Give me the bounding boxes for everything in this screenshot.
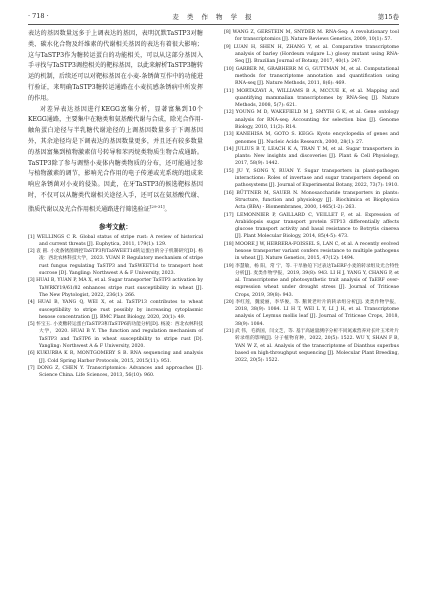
body-paragraph: 表达的基因数量远多于上调表达的基因，表明沉默TaSTP3对糖类、碳水化合物及纤维素的代谢相关基因的表达有着很大影响；这与TaSTP3作为糖转运蛋白的功能相关，可以从这部分基因入手寻找与TaSTP3调控相关的靶标基因，以此来解析TaSTP3糖转运的机制，后续还可以对靶标基因在小麦-条锈菌互作中的功能进行验证，来明确TaSTP3糖转运通路在小麦抗感条锈病中所发挥的作用。 (28, 30, 203, 102)
page-number: · 718 · (28, 12, 49, 20)
reference-list-left (28, 234, 203, 380)
reference-entry: [3] HUAI B, YUAN P, MA X, et al. Sugar transporter TaSTP3 activation by TaWRKY19/61/82 enhances stripe rust susceptibility in wheat [J]. The New Phytologist, 2022, 236(1): 266. (28, 278, 203, 298)
reference-entry: [6] KUKURBA K R, MONTGOMERY S B. RNA sequencing and analysis [J]. Cold Spring Harbor Protocols, 2015, 2015(11): 951. (28, 351, 203, 364)
reference-entry: [20] 李红莲，魏爱丽，李华俊，等. 鹅黄老叶片的转录组分析[J]. 麦类作物学报，2018, 38(9): 1084. LI H T, WEI L Y, LI J H, et al. Transcriptome analysis of Leymus mollis leaf [J]. Journal of Triticeae Crops, 2018, 38(9): 1084. (224, 300, 399, 327)
reference-entry: [16] BÜTTNER M, SAUER N. Monosaccharide transporters in plants: Structure, function and physiology [J]. Biochimica et Biophysica Acta (BBA) - Biomembranes, 2000, 1465(1-2): 263. (224, 190, 399, 211)
journal-title: 麦 类 作 物 学 报 (172, 13, 255, 21)
reference-entry: [7] DONG Z, CHEN Y. Transcriptomics: Advances and approaches [J]. Science China. Life Sciences, 2013, 56(10): 960. (28, 366, 203, 379)
right-column (224, 29, 399, 364)
body-paragraph: 对差异表达基因进行KEGG富集分析，显著富集到10个KEGG通路，主要集中在糖类和氨基酸代谢与合成，除光合作用-触角蛋白途径与半乳糖代谢途径的上调基因数量多于下调基因外，其余途径均是下调表达的基因数量更多，并且还有较多数量的基因富集到植物激素信号转导和苯丙烷类物质生物合成通路。TaSTP3除了参与调整小麦体内糖类物质的分布，还可能通过参与植物激素的调节，影响光合作用的电子传递或光系统的组成来响应条锈菌对小麦的侵染。因此，在牙TaSTP3的候选靶标基因时，不仅可以从糖类代谢相关途径入手，还可以在氨基酸代谢、脂质代谢以及光合作用相关通路进行筛选验证[29-31]。 (28, 105, 203, 213)
running-header (28, 12, 399, 24)
reference-entry: [14] JULIUS B T, LEACH K A, TRAN T M, et al. Sugar transporters in plants: New insights and discoveries [J]. Plant & Cell Physiology, 2017, 58(9): 1442. (224, 147, 399, 167)
reference-list-right (224, 29, 399, 364)
reference-entry: [17] LEMONNIER P, GAILLARD C, VEILLET F, et al. Expression of Arabidopsis sugar transport protein STP13 differentially affects glucose transport activity and basal resistance to Botrytis cinerea [J]. Plant Molecular Biology, 2014, 85(4-5): 473. (224, 212, 399, 240)
reference-entry: [2] 袁 圆. 小麦条锈菌调控TaSTP3和TaSWEET1d转运蛋白的分子机制研究[D]. 杨凌：西北农林科技大学，2023. YUAN P. Regulatory mechanism of stripe rust fungus regulating TaSTP3 and TaSWEET1d to transport host sucrose [D]. Yangling: Northwest A & F University, 2023. (28, 249, 203, 276)
reference-entry: [12] YOUNG M D, WAKEFIELD M J, SMYTH G K, et al. Gene ontology analysis for RNA-seq: Accounting for selection bias [J]. Genome Biology, 2010, 11(2): R14. (224, 110, 399, 130)
reference-entry: [8] WANG Z, GERSTEIN M, SNYDER M. RNA-Seq: A revolutionary tool for transcriptomics [J]. Nature Reviews Genetics, 2009, 10(1): 57. (224, 30, 399, 43)
reference-entry: [4] HUAI B, YANG Q, WEI X, et al. TaSTP13 contributes to wheat susceptibility to stripe rust possibly by increasing cytoplasmic hexose concentration [J]. BMC Plant Biology, 2020, 20(1): 49. (28, 300, 203, 320)
reference-entry: [13] KANEHISA M, GOTO S. KEGG: Kyoto encyclopedia of genes and genomes [J]. Nucleic Acids Research, 2000, 28(1): 27. (224, 132, 399, 145)
reference-entry: [1] WELLINGS C R. Global status of stripe rust: A review of historical and current threats [J]. Euphytica, 2011, 179(1): 129. (28, 234, 203, 247)
paragraph-text: 对差异表达基因进行KEGG富集分析，显著富集到10个KEGG通路，主要集中在糖类和氨基酸代谢与合成，除光合作用-触角蛋白途径与半乳糖代谢途径的上调基因数量多于下调基因外，其余途径均是下调表达的基因数量更多，并且还有较多数量的基因富集到植物激素信号转导和苯丙烷类物质生物合成通路。TaSTP3除了参与调整小麦体内糖类物质的分布，还可能通过参与植物激素的调节，影响光合作用的电子传递或光系统的组成来响应条锈菌对小麦的侵染。因此，在牙TaSTP3的候选靶标基因时，不仅可以从糖类代谢相关途径入手，还可以在氨基酸代谢、脂质代谢以及光合作用相关通路进行筛选验证 (28, 105, 203, 213)
references-heading: 参考文献： (99, 222, 132, 231)
reference-entry: [18] MOORE J W, HERRERA-FOISSEL S, LAN C, et al. A recently evolved hexose transporter variant confers resistance to multiple pathogens in wheat [J]. Nature Genetics, 2015, 47(12): 1494. (224, 241, 399, 262)
reference-entry: [21] 武 伟，毛新国，闫文芝，等. 基于高通量测序分析不同氮素营养对长叶玉米叶片转录组的影响[J]. 分子植物育种，2022, 20(5): 1522. WU Y, SHAN F B, YAN W Z, et al. Analysis of the transcriptome of Dianthus superbus based on high-throughput sequencing [J]. Molecular Plant Breeding, 2022, 20(5): 1522. (224, 329, 399, 363)
reference-entry: [5] 怀宝玉. 小麦糖转运蛋白TaSTP3和TaSTP6的功能分析[D]. 杨凌：西北农林科技大学，2020. HUAI B Y. The function and regulation mechanism of TaSTP3 and TaSTP6 in wheat susceptibility to stripe rust [D]. Yangling: Northwest A & F University, 2020. (28, 322, 203, 349)
reference-entry: [19] 李慧敏，杨 阳，常 宁，等. 干旱胁迫下过表达TaERF小麦的转录组及光合特性分析[J]. 麦类作物学报，2019, 39(8): 943. LI H J, YANG Y, CHANG P, et al. Transcriptome and photosynthetic trait analysis of TaERF over-expression wheat under drought stress [J]. Journal of Triticeae Crops, 2019, 39(8): 943. (224, 263, 399, 298)
reference-entry: [9] LUAN H, SHEN H, ZHANG Y, et al. Comparative transcriptome analysis of barley (Hordeum vulgare L.) glossy mutant using RNA-Seq [J]. Brazilian Journal of Botany, 2017, 40(1): 247. (224, 44, 399, 65)
header-rule (28, 24, 399, 25)
reference-entry: [10] GARBER M, GRABHERR M G, GUTTMAN M, et al. Computational methods for transcriptome annotation and quantification using RNA-seq [J]. Nature Methods, 2011, 8(6): 469. (224, 66, 399, 87)
reference-entry: [15] JU Y, SONG Y, RUAN Y. Sugar transporters in plant-pathogen interactions: Roles of invertase and sugar transporters depend on pathosystems [J]. Journal of Experimental Botany, 2022, 73(7): 1910. (224, 168, 399, 189)
reference-entry: [11] MORTAZAVI A, WILLIAMS B A, MCCUE K, et al. Mapping and quantifying mammalian transcriptomes by RNA-Seq [J]. Nature Methods, 2008, 5(7): 621. (224, 88, 399, 108)
volume-label: 第15卷 (377, 13, 399, 21)
left-column (28, 29, 203, 379)
citation-superscript: [29-31] (149, 203, 165, 209)
